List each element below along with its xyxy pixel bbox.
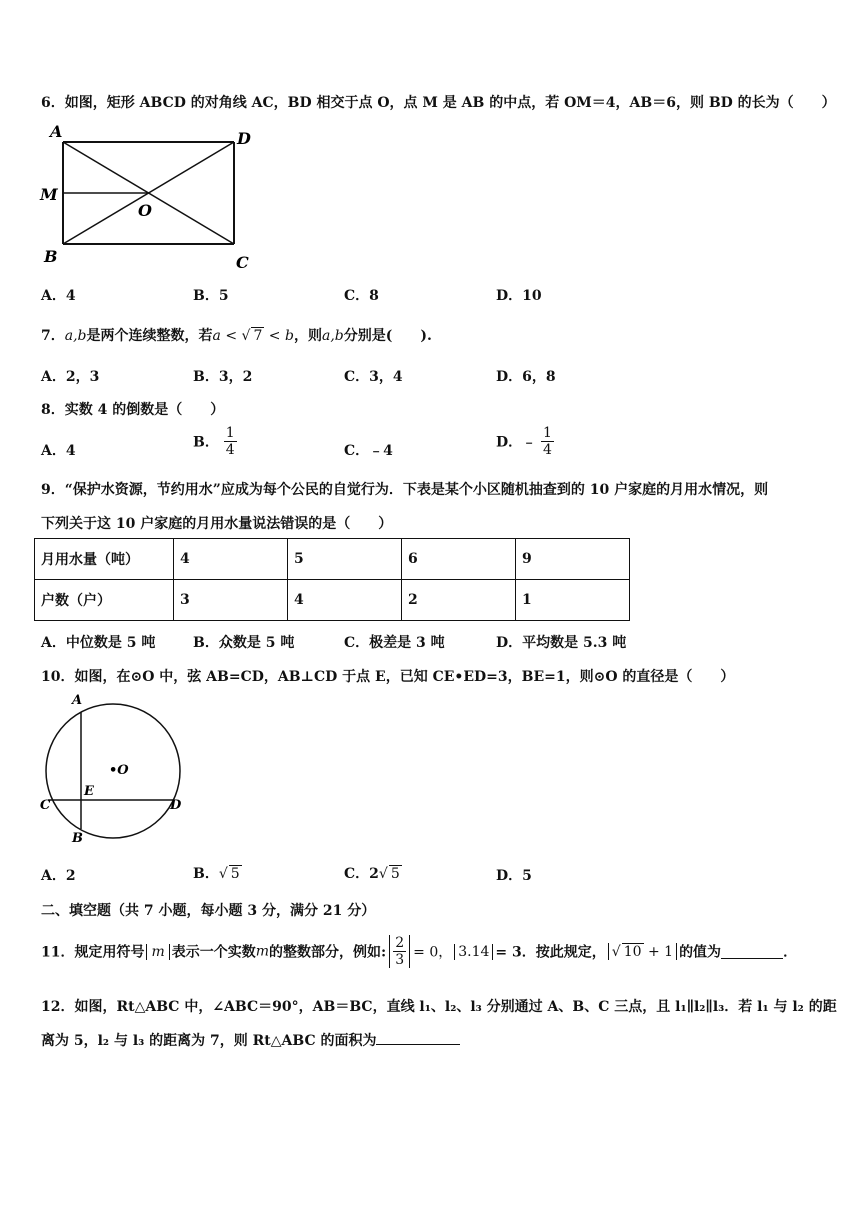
label-b: B — [44, 247, 58, 266]
table-cell: 6 — [402, 539, 516, 580]
label-d: D — [237, 129, 251, 148]
water-usage-table — [34, 538, 630, 621]
q10-option-b[interactable] — [193, 863, 242, 883]
q11-m: m — [151, 943, 165, 960]
q7-vars: a,b — [64, 328, 87, 344]
label-m: M — [40, 185, 58, 204]
q7-a: a — [212, 328, 221, 344]
q12-stem-line1: 12．如图，Rt△ABC 中，∠ABC＝90°，AB＝BC，直线 l₁、l₂、l₃ 分别通过 A、B、C 三点，且 l₁∥l₂∥l₃．若 l₁ 与 l₂ 的距 — [41, 999, 837, 1015]
table-cell: 2 — [402, 580, 516, 621]
sqrt-sign: √ — [241, 328, 251, 344]
q11-number: 11．规定用符号 — [41, 944, 145, 961]
q11-eq3: = 3．按此规定， — [495, 944, 606, 961]
q9-option-a[interactable]: A．中位数是 5 吨 — [41, 635, 156, 651]
fraction-numerator: 1 — [225, 425, 235, 441]
q8-option-b-prefix: B． — [193, 434, 219, 451]
q11-m2: m — [255, 943, 270, 960]
table-row — [35, 539, 630, 580]
label-a: A — [72, 693, 83, 708]
q8-option-c[interactable]: C．﹣4 — [344, 443, 393, 459]
q10-option-c-radicand: 5 — [390, 866, 400, 882]
q6-option-d[interactable]: D．10 — [496, 288, 542, 304]
q8-option-d-fraction — [541, 425, 554, 458]
q7-option-d[interactable]: D．6，8 — [496, 369, 556, 385]
fraction-denominator: 4 — [543, 442, 552, 458]
q6-option-b[interactable]: B．5 — [193, 288, 229, 304]
q11-fraction — [393, 935, 406, 968]
q6-option-c[interactable]: C．8 — [344, 288, 379, 304]
table-cell: 户数（户） — [35, 580, 174, 621]
label-d: D — [170, 798, 182, 813]
q7-lt2: < — [264, 328, 285, 344]
q10-figure-circle — [36, 690, 196, 850]
label-o: O — [138, 201, 152, 220]
q9-option-d[interactable]: D．平均数是 5.3 吨 — [496, 635, 627, 651]
q11-text1: 表示一个实数 — [171, 944, 256, 961]
q7-b: b — [285, 328, 294, 344]
q11-radicand: 10 — [623, 944, 642, 960]
q7-radicand: 7 — [253, 328, 263, 344]
q7-option-a[interactable]: A．2，3 — [41, 369, 100, 385]
q6-stem: 6．如图，矩形 ABCD 的对角线 AC，BD 相交于点 O，点 M 是 AB 的中点，若 OM＝4，AB＝6，则 BD 的长为（ ） — [41, 95, 836, 111]
label-o: •O — [109, 763, 129, 778]
q7-option-b[interactable]: B．3，2 — [193, 369, 253, 385]
q8-option-d[interactable] — [496, 425, 554, 458]
table-cell: 5 — [288, 539, 402, 580]
q11-eq0: = 0， — [413, 944, 453, 961]
label-a: A — [50, 122, 63, 141]
q11-text3: 的值为 — [679, 944, 722, 961]
label-c: C — [236, 253, 249, 272]
table-cell: 1 — [516, 580, 630, 621]
q12-stem-line2 — [41, 1030, 460, 1050]
q8-stem: 8．实数 4 的倒数是（ ） — [41, 402, 225, 418]
fraction-denominator: 4 — [225, 442, 235, 458]
table-cell: 4 — [288, 580, 402, 621]
q9-stem-line1: 9．“保护水资源，节约用水”应成为每个公民的自觉行为．下表是某个小区随机抽查到的 10 户家庭的月用水情况，则 — [41, 482, 769, 498]
q12-answer-blank[interactable] — [376, 1030, 460, 1045]
table-cell: 9 — [516, 539, 630, 580]
q8-option-d-prefix: D．﹣ — [496, 434, 537, 451]
q10-option-c-prefix: C．2 — [344, 866, 379, 882]
table-row — [35, 580, 630, 621]
q8-option-a[interactable]: A．4 — [41, 443, 76, 459]
fraction-numerator: 2 — [395, 935, 405, 951]
q7-lt1: < — [220, 328, 242, 344]
q10-option-c[interactable] — [344, 863, 402, 883]
q7-option-c[interactable]: C．3，4 — [344, 369, 403, 385]
q7-stem — [41, 325, 432, 345]
q11-text2: 的整数部分，例如: — [269, 944, 387, 961]
q7-text2: ，则 — [293, 328, 322, 344]
section-heading: 二、填空题（共 7 小题，每小题 3 分，满分 21 分） — [41, 903, 376, 919]
q9-option-c[interactable]: C．极差是 3 吨 — [344, 635, 445, 651]
q9-option-b[interactable]: B．众数是 5 吨 — [193, 635, 295, 651]
sqrt-sign: √ — [218, 866, 228, 882]
q8-option-b[interactable] — [193, 425, 237, 458]
q11-bracket-frac — [389, 935, 410, 968]
q10-option-b-radicand: 5 — [230, 866, 240, 882]
label-c: C — [40, 798, 51, 813]
q11-ex2: 3.14 — [458, 943, 490, 960]
fraction-denominator: 3 — [395, 952, 405, 968]
label-b: B — [72, 831, 83, 846]
q12-stem-line2-text: 离为 5，l₂ 与 l₃ 的距离为 7，则 Rt△ABC 的面积为 — [41, 1033, 377, 1049]
q7-text3: 分别是( ). — [343, 328, 432, 344]
q7-text1: 是两个连续整数，若 — [86, 328, 213, 344]
q6-figure-rectangle — [38, 122, 258, 274]
q11-bracket-314 — [454, 944, 493, 960]
table-cell: 4 — [174, 539, 288, 580]
table-cell: 3 — [174, 580, 288, 621]
table-cell: 月用水量（吨） — [35, 539, 174, 580]
q10-option-d[interactable]: D．5 — [496, 868, 532, 884]
q11-stem — [41, 935, 797, 968]
q6-option-a[interactable]: A．4 — [41, 288, 76, 304]
q7-number: 7． — [41, 328, 65, 344]
q11-bracket-sqrt — [608, 943, 677, 960]
sqrt-sign: √ — [611, 944, 621, 960]
sqrt-sign: √ — [378, 866, 388, 882]
label-e: E — [84, 784, 94, 799]
q10-stem: 10．如图，在⊙O 中，弦 AB=CD，AB⊥CD 于点 E，已知 CE•ED=3，BE=1，则⊙O 的直径是（ ） — [41, 669, 735, 685]
q10-option-b-prefix: B． — [193, 866, 219, 882]
q11-end: ． — [783, 944, 798, 961]
q10-option-a[interactable]: A．2 — [41, 868, 76, 884]
q7-vars2: a,b — [321, 328, 344, 344]
q8-option-b-fraction — [224, 425, 237, 458]
q11-bracket-m — [146, 944, 169, 960]
fraction-numerator: 1 — [543, 425, 552, 441]
q11-plus1: + 1 — [643, 944, 674, 960]
q11-answer-blank[interactable] — [721, 944, 783, 959]
q9-stem-line2: 下列关于这 10 户家庭的月用水量说法错误的是（ ） — [41, 516, 393, 532]
